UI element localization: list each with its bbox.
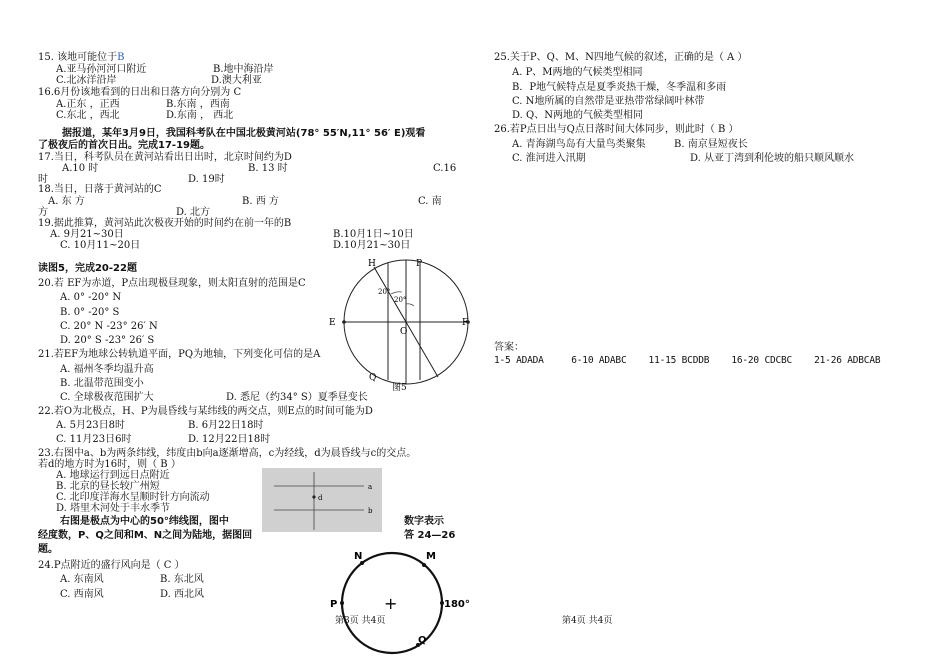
fig5-label-f: F — [462, 318, 469, 328]
fig50-label-180: 180° — [444, 599, 470, 610]
q16-option-c: C.东北 ，西北 — [56, 110, 120, 121]
q24-intro-3: 题。 — [38, 544, 58, 555]
fig50-label-q: Q — [418, 635, 427, 646]
q25-option-d: D. Q、N两地的气候类型相同 — [512, 110, 643, 121]
q23-option-a: A. 地球运行到远日点附近 — [56, 470, 170, 481]
fig23-label-a: a — [368, 483, 373, 491]
q17-option-d: D. 19时 — [188, 174, 225, 185]
q16-option-d: D.东南 ， 西北 — [166, 110, 234, 121]
q19-stem: 19.据此推算，黄河站此次极夜开始的时间约在前一年的B — [38, 218, 292, 229]
q23-option-c: C. 北印度洋海水呈顺时针方向流动 — [56, 492, 210, 503]
q24-intro-2b: 答 24—26 — [404, 530, 456, 541]
q15-option-b: B.地中海沿岸 — [213, 64, 274, 75]
q24-intro-1b: 数字表示 — [404, 516, 444, 527]
figure-50-latitude — [326, 543, 470, 653]
q22-option-c: C. 11月23日6时 — [56, 434, 132, 445]
q18-stem: 18.当日，日落于黄河站的C — [38, 184, 162, 195]
q24-stem: 24.P点附近的盛行风向是（ C ） — [38, 560, 185, 571]
fig5-label-o: O — [400, 327, 408, 337]
q17-stem: 17.当日，科考队员在黄河站看出日出时，北京时间约为D — [38, 152, 292, 163]
q17-option-c-cont: 时 — [38, 174, 48, 185]
q16-option-b: B.东南 ，西南 — [166, 99, 230, 110]
page-footer-4: 第4页 共4页 — [562, 616, 613, 626]
q17-option-a: A.10 时 — [62, 163, 99, 174]
q18-option-a: A. 东 方 — [48, 196, 85, 207]
q24-intro-1: 右图是极点为中心的50°纬线图，图中 — [60, 516, 229, 527]
q19-option-a: A. 9月21~30日 — [50, 229, 124, 240]
q24-option-b: B. 东北风 — [160, 574, 204, 585]
page-footer-3: 第3页 共4页 — [335, 616, 386, 626]
q20-stem: 20.若 EF为赤道，P点出现极昼现象，则太阳直射的范围是C — [38, 278, 306, 289]
q18-option-c: C. 南 — [418, 196, 442, 207]
fig23-label-d: d — [318, 494, 323, 502]
q15-option-d: D.澳大利亚 — [211, 75, 262, 86]
q24-option-d: D. 西北风 — [160, 589, 205, 600]
q22-option-b: B. 6月22日18时 — [188, 420, 264, 431]
q15-option-c: C.北冰洋沿岸 — [56, 75, 117, 86]
q24-option-a: A. 东南风 — [60, 574, 104, 585]
q23-option-b: B. 北京的昼长较广州短 — [56, 481, 160, 492]
figure-q23 — [262, 468, 382, 532]
fig5-label-e: E — [329, 318, 336, 328]
q20-option-d: D. 20° S -23° 26′ S — [60, 335, 155, 346]
q17-option-b: B. 13 时 — [248, 163, 288, 174]
q24-option-c: C. 西南风 — [60, 589, 104, 600]
q21-option-a: A. 福州冬季均温升高 — [60, 364, 154, 375]
q20-option-b: B. 0° -20° S — [60, 307, 120, 318]
read-fig5-heading: 读图5，完成20-22题 — [38, 263, 137, 274]
fig5-label-q: Q — [369, 373, 377, 383]
answer-title: 答案： — [494, 342, 524, 353]
q20-option-a: A. 0° -20° N — [60, 292, 122, 303]
q18-option-b: B. 西 方 — [242, 196, 279, 207]
q20-option-c: C. 20° N -23° 26′ N — [60, 321, 158, 332]
q15-stem: 15. 该地可能位于B — [38, 52, 125, 63]
q16-option-a: A.正东 ，正西 — [56, 99, 120, 110]
q22-stem: 22.若O为北极点，H、P为晨昏线与某纬线的两交点，则E点的时间可能为D — [38, 406, 373, 417]
q26-option-d: D. 从亚丁湾到利伦坡的船只顺风顺水 — [690, 153, 855, 164]
q25-option-c: C. N地所属的自然带是亚热带常绿阔叶林带 — [512, 96, 705, 107]
q23-stem-2: 若d的地方时为16时，则（ B ） — [38, 459, 181, 470]
q26-option-a: A. 青海湖鸟岛有大量鸟类聚集 — [512, 139, 646, 150]
q15-answer: B — [117, 52, 125, 63]
q25-option-b: B．P地气候特点是夏季炎热干燥，冬季温和多雨 — [512, 82, 727, 93]
q19-option-b: B.10月1日~10日 — [333, 229, 414, 240]
q23-option-d: D. 塔里木河处于丰水季节 — [56, 503, 171, 514]
q25-option-a: A. P、M两地的气候类型相同 — [512, 67, 643, 78]
q15-option-a: A.亚马孙河河口附近 — [56, 64, 147, 75]
fig23-label-b: b — [368, 507, 373, 515]
q21-option-b: B. 北温带范围变小 — [60, 378, 144, 389]
q22-option-a: A. 5月23日8时 — [56, 420, 126, 431]
q21-option-d: D. 悉尼（约34° S）夏季昼变长 — [226, 392, 368, 403]
fig50-label-p: P — [330, 599, 338, 610]
q21-option-c: C. 全球极夜范围扩大 — [60, 392, 154, 403]
report-text-2: 了极夜后的首次日出。完成17-19题。 — [38, 140, 210, 151]
fig5-label-h: H — [368, 259, 376, 269]
figure-5 — [329, 254, 476, 394]
fig50-label-n: N — [354, 551, 363, 562]
q19-option-d: D.10月21~30日 — [333, 240, 411, 251]
fig5-angle-2: 20° — [394, 296, 407, 304]
q19-option-c: C. 10月11~20日 — [60, 240, 141, 251]
q18-option-d: D. 北方 — [176, 207, 211, 218]
q22-option-d: D. 12月22日18时 — [188, 434, 271, 445]
report-text-1: 据报道，某年3月9日，我国科考队在中国北极黄河站(78° 55′N,11° 56′ E)观看 — [62, 128, 426, 139]
q26-option-c: C. 淮河进入汛期 — [512, 153, 586, 164]
q26-stem: 26.若P点日出与Q点日落时间大体同步，则此时（ B ） — [494, 124, 739, 135]
fig5-caption: 图5 — [392, 383, 407, 393]
q18-option-c-cont: 方 — [38, 207, 48, 218]
fig50-plus: + — [384, 594, 398, 613]
q23-stem-1: 23.右图中a、b为两条纬线，纬度由b向a逐渐增高，c为经线，d为晨昏线与c的交点。 — [38, 448, 417, 459]
fig5-label-p: P — [416, 259, 423, 269]
fig50-label-m: M — [426, 551, 436, 562]
q26-option-b: B. 南京昼短夜长 — [674, 139, 748, 150]
q16-stem: 16.6月份该地看到的日出和日落方向分别为 C — [38, 87, 242, 98]
answer-line: 1-5 ADADA 6-10 ADABC 11-15 BCDDB 16-20 CDCBC 21-26 ADBCAB — [494, 355, 881, 366]
q25-stem: 25.关于P、Q、M、N四地气候的叙述，正确的是（ A ） — [494, 52, 748, 63]
q21-stem: 21.若EF为地球公转轨道平面，PQ为地轴，下列变化可信的是A — [38, 349, 321, 360]
q17-option-c: C.16 — [433, 163, 457, 174]
q24-intro-2: 经度数，P、Q之间和M、N之间为陆地，据图回 — [38, 530, 253, 541]
fig5-angle-1: 20° — [378, 288, 391, 296]
